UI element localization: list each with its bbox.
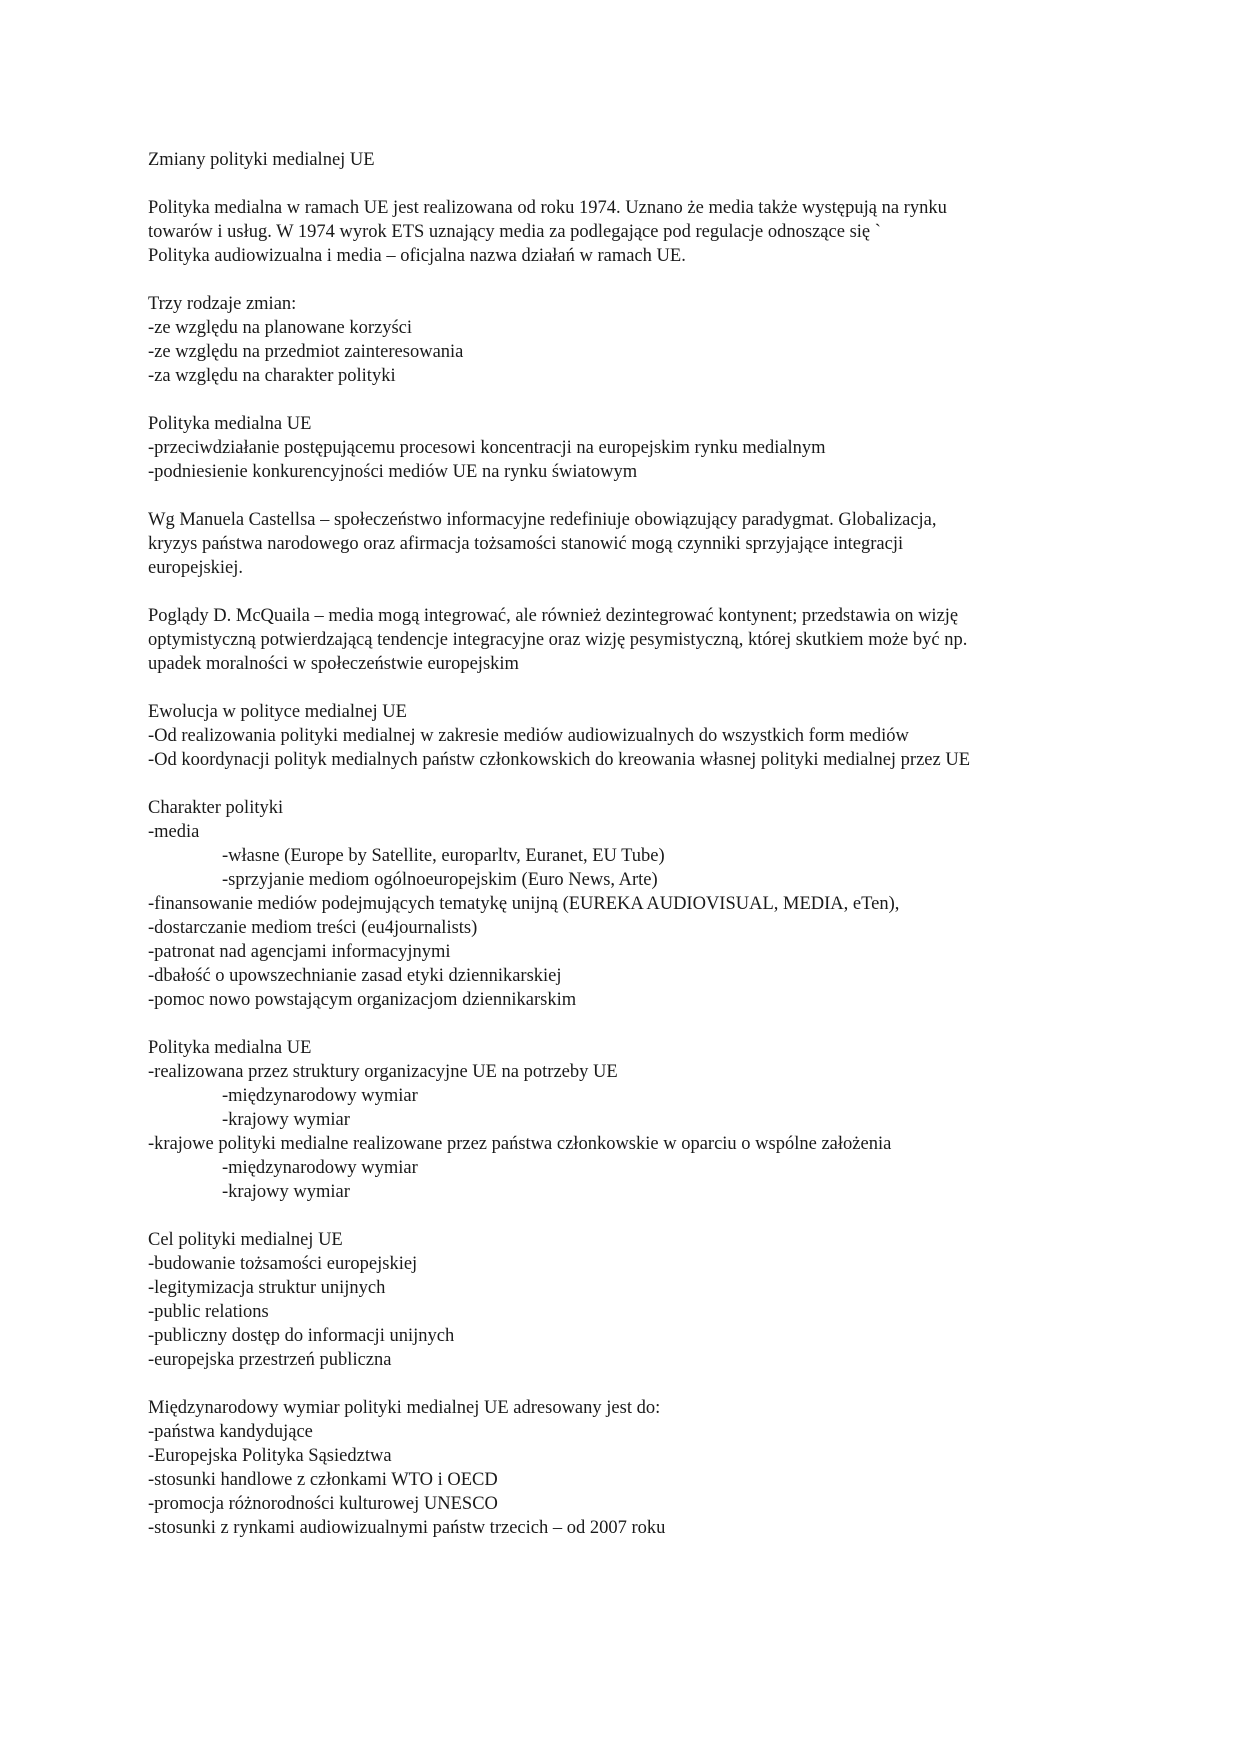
section-heading: Polityka medialna UE <box>148 414 312 434</box>
castells-paragraph <box>148 508 1108 580</box>
text-line: Polityka audiowizualna i media – oficjalna nazwa działań w ramach UE. <box>148 246 686 266</box>
list-item: -pomoc nowo powstającym organizacjom dziennikarskim <box>148 990 577 1010</box>
intro-paragraph <box>148 196 1108 268</box>
text-line: Polityka medialna w ramach UE jest realizowana od roku 1974. Uznano że media także występują na rynku <box>148 198 947 218</box>
sub-list-item: -międzynarodowy wymiar <box>222 1158 418 1178</box>
list-item: -ze względu na planowane korzyści <box>148 318 413 338</box>
text-line: kryzys państwa narodowego oraz afirmacja tożsamości stanowić mogą czynniki sprzyjające integracji <box>148 534 904 554</box>
section-heading: Polityka medialna UE <box>148 1038 312 1058</box>
text-line: europejskiej. <box>148 558 244 578</box>
list-item: -patronat nad agencjami informacyjnymi <box>148 942 451 962</box>
list-item: -public relations <box>148 1302 269 1322</box>
list-item: -Od realizowania polityki medialnej w zakresie mediów audiowizualnych do wszystkich form mediów <box>148 726 909 746</box>
list-item: -dostarczanie mediom treści (eu4journalists) <box>148 918 478 938</box>
list-item: -publiczny dostęp do informacji unijnych <box>148 1326 455 1346</box>
list-item: -promocja różnorodności kulturowej UNESCO <box>148 1494 498 1514</box>
paragraph-gap <box>148 388 1108 412</box>
paragraph-gap <box>148 268 1108 292</box>
list-item: -stosunki handlowe z członkami WTO i OECD <box>148 1470 498 1490</box>
evolution-section <box>148 700 1108 772</box>
sub-list-item: -krajowy wymiar <box>222 1182 350 1202</box>
section-heading: Charakter polityki <box>148 798 284 818</box>
list-item: -realizowana przez struktury organizacyjne UE na potrzeby UE <box>148 1062 618 1082</box>
sub-list-item: -międzynarodowy wymiar <box>222 1086 418 1106</box>
list-item: -stosunki z rynkami audiowizualnymi państw trzecich – od 2007 roku <box>148 1518 666 1538</box>
changes-section <box>148 292 1108 388</box>
list-item: -krajowe polityki medialne realizowane przez państwa członkowskie w oparciu o wspólne założenia <box>148 1134 892 1154</box>
paragraph-gap <box>148 1012 1108 1036</box>
list-item: -państwa kandydujące <box>148 1422 313 1442</box>
text-line: upadek moralności w społeczeństwie europejskim <box>148 654 519 674</box>
list-item: -dbałość o upowszechnianie zasad etyki dziennikarskiej <box>148 966 562 986</box>
policy-section-1 <box>148 412 1108 484</box>
section-heading: Trzy rodzaje zmian: <box>148 294 297 314</box>
sub-list-item: -krajowy wymiar <box>222 1110 350 1130</box>
goal-section <box>148 1228 1108 1372</box>
text-line: Wg Manuela Castellsa – społeczeństwo informacyjne redefiniuje obowiązujący paradygmat. Globalizacja, <box>148 510 937 530</box>
mcquail-paragraph <box>148 604 1108 676</box>
policy-section-2 <box>148 1036 1108 1204</box>
paragraph-gap <box>148 580 1108 604</box>
text-line: Poglądy D. McQuaila – media mogą integrować, ale również dezintegrować kontynent; przedstawia on wizję <box>148 606 959 626</box>
paragraph-gap <box>148 1372 1108 1396</box>
section-heading: Ewolucja w polityce medialnej UE <box>148 702 407 722</box>
list-item: -Europejska Polityka Sąsiedztwa <box>148 1446 392 1466</box>
list-item: -ze względu na przedmiot zainteresowania <box>148 342 464 362</box>
list-item: -podniesienie konkurencyjności mediów UE na rynku światowym <box>148 462 638 482</box>
paragraph-gap <box>148 484 1108 508</box>
list-item: -za względu na charakter polityki <box>148 366 396 386</box>
list-item: -Od koordynacji polityk medialnych państw członkowskich do kreowania własnej polityki medialnej przez UE <box>148 750 971 770</box>
list-item: -finansowanie mediów podejmujących tematykę unijną (EUREKA AUDIOVISUAL, MEDIA, eTen), <box>148 894 900 914</box>
section-heading: Międzynarodowy wymiar polityki medialnej UE adresowany jest do: <box>148 1398 661 1418</box>
document-body <box>148 148 1108 1540</box>
paragraph-gap <box>148 172 1108 196</box>
paragraph-gap <box>148 676 1108 700</box>
character-section <box>148 796 1108 1012</box>
list-item: -przeciwdziałanie postępującemu procesowi koncentracji na europejskim rynku medialnym <box>148 438 826 458</box>
paragraph-gap <box>148 772 1108 796</box>
sub-list-item: -własne (Europe by Satellite, europarltv, Euranet, EU Tube) <box>222 846 665 866</box>
international-section <box>148 1396 1108 1540</box>
paragraph-gap <box>148 1204 1108 1228</box>
section-heading: Cel polityki medialnej UE <box>148 1230 343 1250</box>
list-item: -media <box>148 822 200 842</box>
sub-list-item: -sprzyjanie mediom ogólnoeuropejskim (Euro News, Arte) <box>222 870 658 890</box>
list-item: -budowanie tożsamości europejskiej <box>148 1254 418 1274</box>
list-item: -legitymizacja struktur unijnych <box>148 1278 386 1298</box>
text-line: towarów i usług. W 1974 wyrok ETS uznający media za podlegające pod regulacje odnoszące się ` <box>148 222 881 242</box>
document-title: Zmiany polityki medialnej UE <box>148 150 375 170</box>
text-line: optymistyczną potwierdzającą tendencje integracyjne oraz wizję pesymistyczną, której skutkiem może być np. <box>148 630 968 650</box>
list-item: -europejska przestrzeń publiczna <box>148 1350 392 1370</box>
